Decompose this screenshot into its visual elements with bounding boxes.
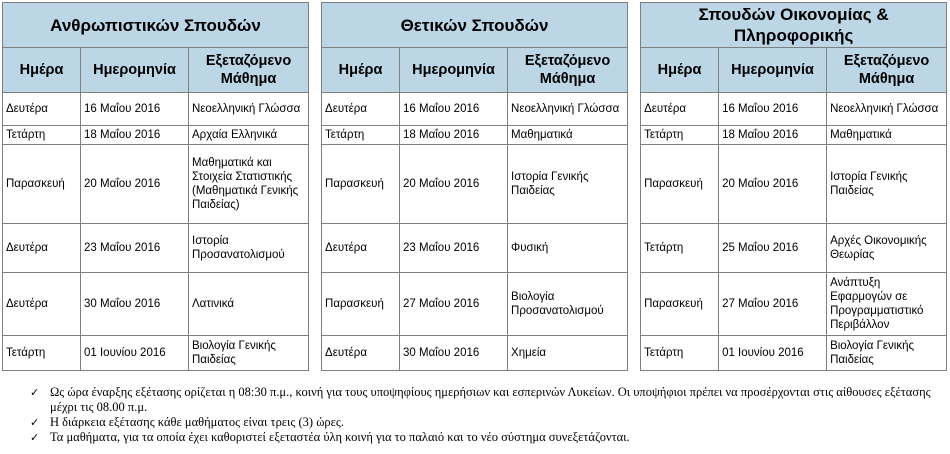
cell-day: Παρασκευή [322,145,400,224]
column-header-day: Ημέρα [641,48,719,93]
cell-day: Δευτέρα [3,273,81,336]
cell-subject: Χημεία [508,336,628,371]
table-row [641,336,947,371]
schedule-table-economics-informatics [640,2,947,371]
schedule-table-sciences [321,2,628,371]
column-header-subject: Εξεταζόμενο Μάθημα [189,48,309,93]
cell-day: Παρασκευή [3,145,81,224]
cell-day: Παρασκευή [322,273,400,336]
cell-date: 20 Μαΐου 2016 [400,145,508,224]
table-row [3,336,309,371]
cell-subject: Ιστορία Προσανατολισμού [189,224,309,273]
note-item [30,415,940,430]
checkmark-icon: ✓ [30,416,40,429]
cell-date: 18 Μαΐου 2016 [81,126,189,145]
column-header-subject: Εξεταζόμενο Μάθημα [508,48,628,93]
cell-date: 20 Μαΐου 2016 [81,145,189,224]
cell-day: Τετάρτη [3,336,81,371]
cell-day: Παρασκευή [641,273,719,336]
cell-subject: Αρχές Οικονομικής Θεωρίας [827,224,947,273]
cell-subject: Φυσική [508,224,628,273]
table-title: Σπουδών Οικονομίας & Πληροφορικής [641,3,947,48]
cell-date: 16 Μαΐου 2016 [81,93,189,126]
column-header-day: Ημέρα [3,48,81,93]
table-row [322,336,628,371]
cell-date: 30 Μαΐου 2016 [400,336,508,371]
note-text: Η διάρκεια εξέτασης κάθε μαθήματος είναι τρεις (3) ώρες. [50,415,344,429]
table-row [322,273,628,336]
cell-day: Δευτέρα [322,93,400,126]
cell-date: 18 Μαΐου 2016 [719,126,827,145]
column-header-date: Ημερομηνία [81,48,189,93]
cell-day: Δευτέρα [322,224,400,273]
cell-date: 01 Ιουνίου 2016 [719,336,827,371]
cell-day: Δευτέρα [322,336,400,371]
table-row [3,224,309,273]
table-row [322,224,628,273]
cell-subject: Αρχαία Ελληνικά [189,126,309,145]
cell-subject: Νεοελληνική Γλώσσα [827,93,947,126]
cell-date: 23 Μαΐου 2016 [81,224,189,273]
cell-subject: Βιολογία Γενικής Παιδείας [189,336,309,371]
note-item [30,385,940,415]
cell-subject: Λατινικά [189,273,309,336]
cell-date: 27 Μαΐου 2016 [719,273,827,336]
table-row [641,224,947,273]
cell-day: Τετάρτη [641,224,719,273]
cell-date: 01 Ιουνίου 2016 [81,336,189,371]
table-title: Ανθρωπιστικών Σπουδών [3,3,309,48]
cell-day: Δευτέρα [3,224,81,273]
cell-subject: Μαθηματικά [827,126,947,145]
checkmark-icon: ✓ [30,386,40,399]
checkmark-icon: ✓ [30,431,40,444]
cell-date: 25 Μαΐου 2016 [719,224,827,273]
table-title: Θετικών Σπουδών [322,3,628,48]
cell-day: Παρασκευή [641,145,719,224]
cell-date: 16 Μαΐου 2016 [400,93,508,126]
note-item [30,430,940,445]
cell-subject: Μαθηματικά [508,126,628,145]
cell-subject: Ιστορία Γενικής Παιδείας [827,145,947,224]
cell-subject: Νεοελληνική Γλώσσα [189,93,309,126]
notes-list [30,385,940,445]
note-text: Ως ώρα έναρξης εξέτασης ορίζεται η 08:30 π.μ., κοινή για τους υποψηφίους ημερήσιων και εσπερινών Λυκείων. Οι υποψήφιοι πρέπει να προσέρχονται στις αίθουσες εξέτασης μέχρι τις 08.00 π.μ. [50,385,931,414]
cell-date: 20 Μαΐου 2016 [719,145,827,224]
cell-day: Τετάρτη [641,126,719,145]
cell-subject: Βιολογία Γενικής Παιδείας [827,336,947,371]
schedule-table-humanities [2,2,309,371]
table-row [3,93,309,126]
table-row [641,145,947,224]
schedule-tables [2,2,947,371]
table-row [641,126,947,145]
table-row [322,93,628,126]
cell-subject: Βιολογία Προσανατολισμού [508,273,628,336]
cell-subject: Νεοελληνική Γλώσσα [508,93,628,126]
table-row [322,126,628,145]
cell-day: Τετάρτη [322,126,400,145]
cell-subject: Ιστορία Γενικής Παιδείας [508,145,628,224]
cell-date: 18 Μαΐου 2016 [400,126,508,145]
column-header-subject: Εξεταζόμενο Μάθημα [827,48,947,93]
cell-date: 30 Μαΐου 2016 [81,273,189,336]
note-text: Τα μαθήματα, για τα οποία έχει καθοριστεί εξεταστέα ύλη κοινή για το παλαιό και το νέο σύστημα συνεξετάζονται. [50,430,630,444]
table-row [322,145,628,224]
table-row [641,93,947,126]
table-row [3,126,309,145]
cell-day: Δευτέρα [641,93,719,126]
cell-day: Τετάρτη [641,336,719,371]
cell-subject: Ανάπτυξη Εφαρμογών σε Προγραμματιστικό Περιβάλλον [827,273,947,336]
column-header-day: Ημέρα [322,48,400,93]
table-row [3,145,309,224]
cell-date: 23 Μαΐου 2016 [400,224,508,273]
table-row [641,273,947,336]
cell-date: 27 Μαΐου 2016 [400,273,508,336]
column-header-date: Ημερομηνία [719,48,827,93]
cell-day: Τετάρτη [3,126,81,145]
cell-date: 16 Μαΐου 2016 [719,93,827,126]
cell-subject: Μαθηματικά και Στοιχεία Στατιστικής (Μαθηματικά Γενικής Παιδείας) [189,145,309,224]
column-header-date: Ημερομηνία [400,48,508,93]
table-row [3,273,309,336]
cell-day: Δευτέρα [3,93,81,126]
